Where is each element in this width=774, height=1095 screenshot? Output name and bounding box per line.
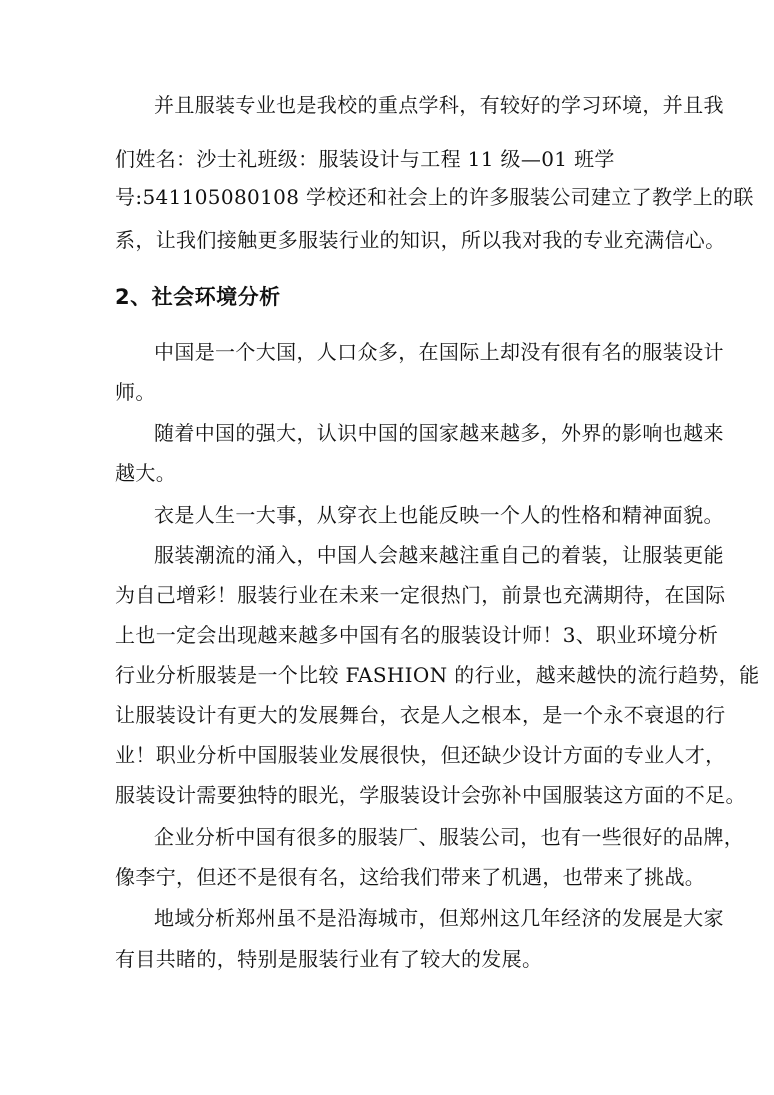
intro-line-1: 并且服装专业也是我校的重点学科，有较好的学习环境，并且我 (154, 93, 724, 117)
section-heading: 2、社会环境分析 (115, 285, 281, 309)
paragraph-1-line-1: 中国是一个大国，人口众多，在国际上却没有很有名的服装设计 (154, 340, 724, 364)
paragraph-4-line-6: 业！职业分析中国服装业发展很快，但还缺少设计方面的专业人才， (115, 743, 726, 767)
paragraph-4-line-7: 服装设计需要独特的眼光，学服装设计会弥补中国服装这方面的不足。 (115, 783, 746, 807)
paragraph-1-line-2: 师。 (115, 380, 156, 404)
paragraph-4-line-1: 服装潮流的涌入，中国人会越来越注重自己的着装，让服装更能 (154, 543, 724, 567)
paragraph-5-line-2: 像李宁，但还不是很有名，这给我们带来了机遇，也带来了挑战。 (115, 865, 706, 889)
paragraph-6-line-1: 地域分析郑州虽不是沿海城市，但郑州这几年经济的发展是大家 (154, 906, 724, 930)
paragraph-2-line-2: 越大。 (115, 461, 177, 485)
paragraph-3-line-1: 衣是人生一大事，从穿衣上也能反映一个人的性格和精神面貌。 (154, 503, 724, 527)
paragraph-4-line-3: 上也一定会出现越来越多中国有名的服装设计师！3、职业环境分析 (115, 623, 719, 647)
paragraph-4-line-4: 行业分析服装是一个比较 FASHION 的行业，越来越快的流行趋势，能 (115, 663, 760, 687)
intro-line-2: 们姓名：沙士礼班级：服装设计与工程 11 级—01 班学 (115, 147, 615, 171)
intro-line-4: 系，让我们接触更多服装行业的知识，所以我对我的专业充满信心。 (115, 228, 726, 252)
paragraph-6-line-2: 有目共睹的，特别是服装行业有了较大的发展。 (115, 947, 543, 971)
paragraph-5-line-1: 企业分析中国有很多的服装厂、服装公司，也有一些很好的品牌， (154, 825, 745, 849)
paragraph-4-line-5: 让服装设计有更大的发展舞台，衣是人之根本，是一个永不衰退的行 (115, 703, 726, 727)
paragraph-4-line-2: 为自己增彩！服装行业在未来一定很热门，前景也充满期待，在国际 (115, 583, 726, 607)
intro-line-3: 号:541105080108 学校还和社会上的许多服装公司建立了教学上的联 (115, 185, 754, 209)
paragraph-2-line-1: 随着中国的强大，认识中国的国家越来越多，外界的影响也越来 (154, 421, 724, 445)
